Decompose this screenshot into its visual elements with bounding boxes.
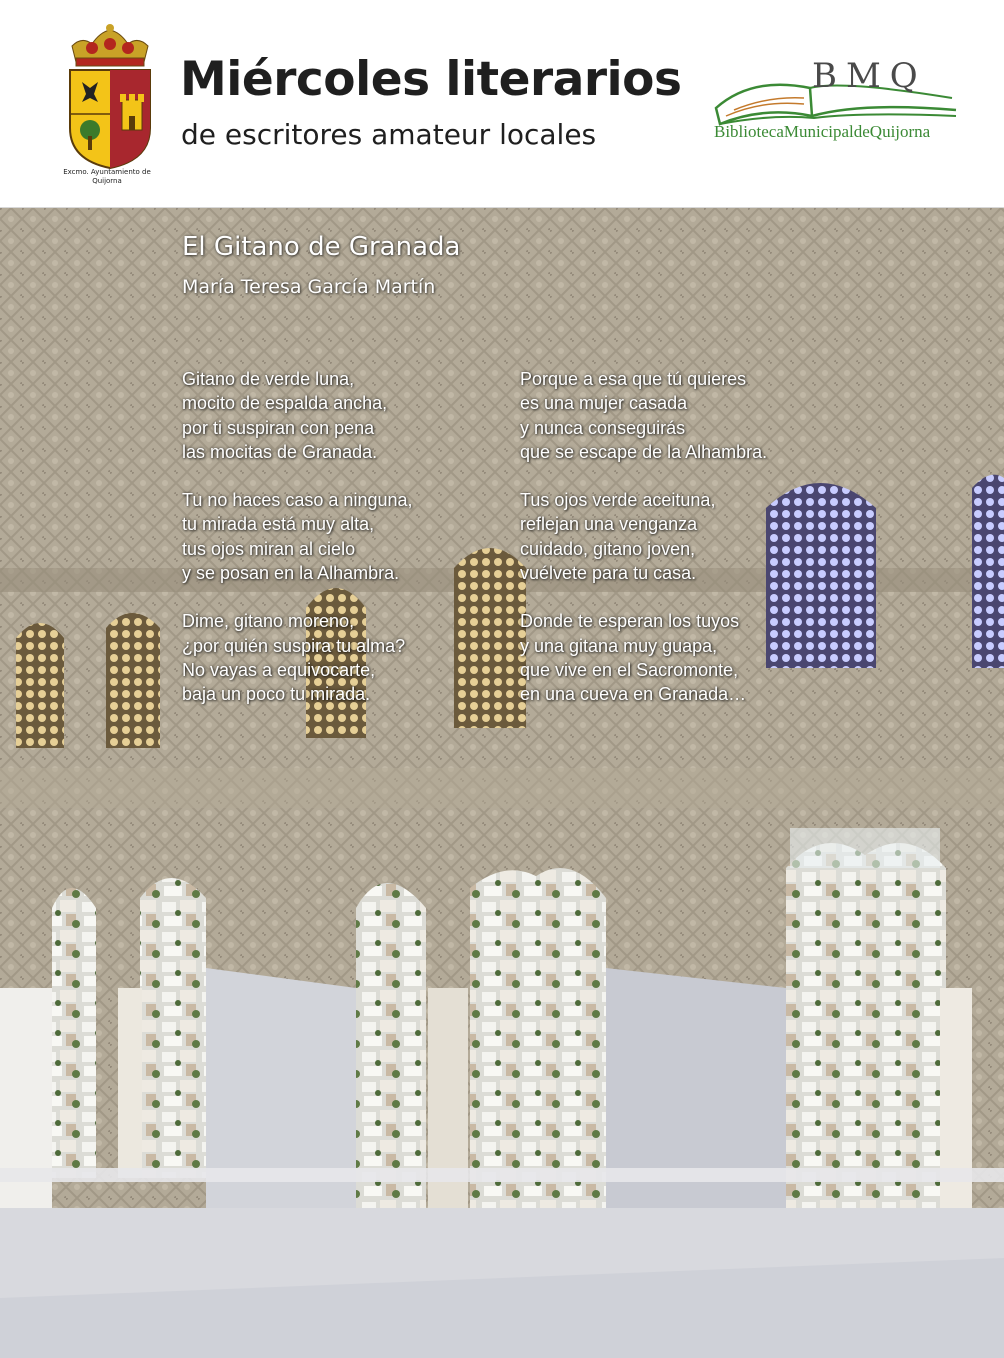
stanza (520, 488, 767, 585)
poem-line: baja un poco tu mirada. (182, 684, 371, 705)
poem-line: Gitano de verde luna, (182, 369, 355, 389)
crest-caption: Excmo. Ayuntamiento de Quijorna (63, 168, 151, 185)
poem-column-right (520, 367, 767, 731)
library-initials: BMQ (812, 56, 927, 96)
page-subtitle: de escritores amateur locales (181, 118, 597, 151)
alhambra-illustration (0, 208, 1004, 1358)
poem-line: cuidado, gitano joven, (520, 538, 696, 559)
stanza (182, 609, 413, 706)
poem-author: María Teresa García Martín (182, 276, 436, 298)
poem-line: las mocitas de Granada. (182, 441, 378, 462)
stanza (520, 609, 767, 706)
poem-line: Tus ojos verde aceituna, (520, 490, 716, 511)
coat-of-arms-logo (62, 18, 158, 188)
poem-line: tus ojos miran al cielo (182, 538, 356, 559)
page-title: Miércoles literarios (180, 52, 682, 107)
poem-line: mocito de espalda ancha, (182, 393, 388, 414)
poem-line: que se escape de la Alhambra. (520, 441, 768, 462)
poem-column-left (182, 367, 413, 731)
poem-line: y se posan en la Alhambra. (182, 563, 400, 584)
poem-line: Dime, gitano moreno, (182, 611, 355, 632)
poem-line: y nunca conseguirás (520, 417, 686, 438)
poem-line: Donde te esperan los tuyos (520, 611, 740, 632)
poem-line: Porque a esa que tú quieres (520, 369, 747, 389)
poem-line: ¿por quién suspira tu alma? (182, 635, 406, 656)
poem-line: No vayas a equivocarte, (182, 659, 376, 680)
poem-line: es una mujer casada (520, 393, 688, 414)
poem-line: que vive en el Sacromonte, (520, 659, 739, 680)
stanza (182, 367, 413, 464)
alhambra-photo (0, 208, 1004, 1358)
poem-line: y una gitana muy guapa, (520, 635, 718, 656)
poem-line: tu mirada está muy alta, (182, 514, 375, 535)
poem-line: Tu no haces caso a ninguna, (182, 490, 413, 511)
library-name: BibliotecaMunicipaldeQuijorna (714, 122, 931, 141)
stanza (182, 488, 413, 585)
poem-line: en una cueva en Granada… (520, 684, 747, 705)
poem-line: por ti suspiran con pena (182, 417, 375, 438)
poem-line: vuélvete para tu casa. (520, 563, 697, 584)
header (0, 0, 1004, 208)
poem-title: El Gitano de Granada (182, 232, 461, 262)
poem-line: reflejan una venganza (520, 514, 698, 535)
stanza (520, 367, 767, 464)
